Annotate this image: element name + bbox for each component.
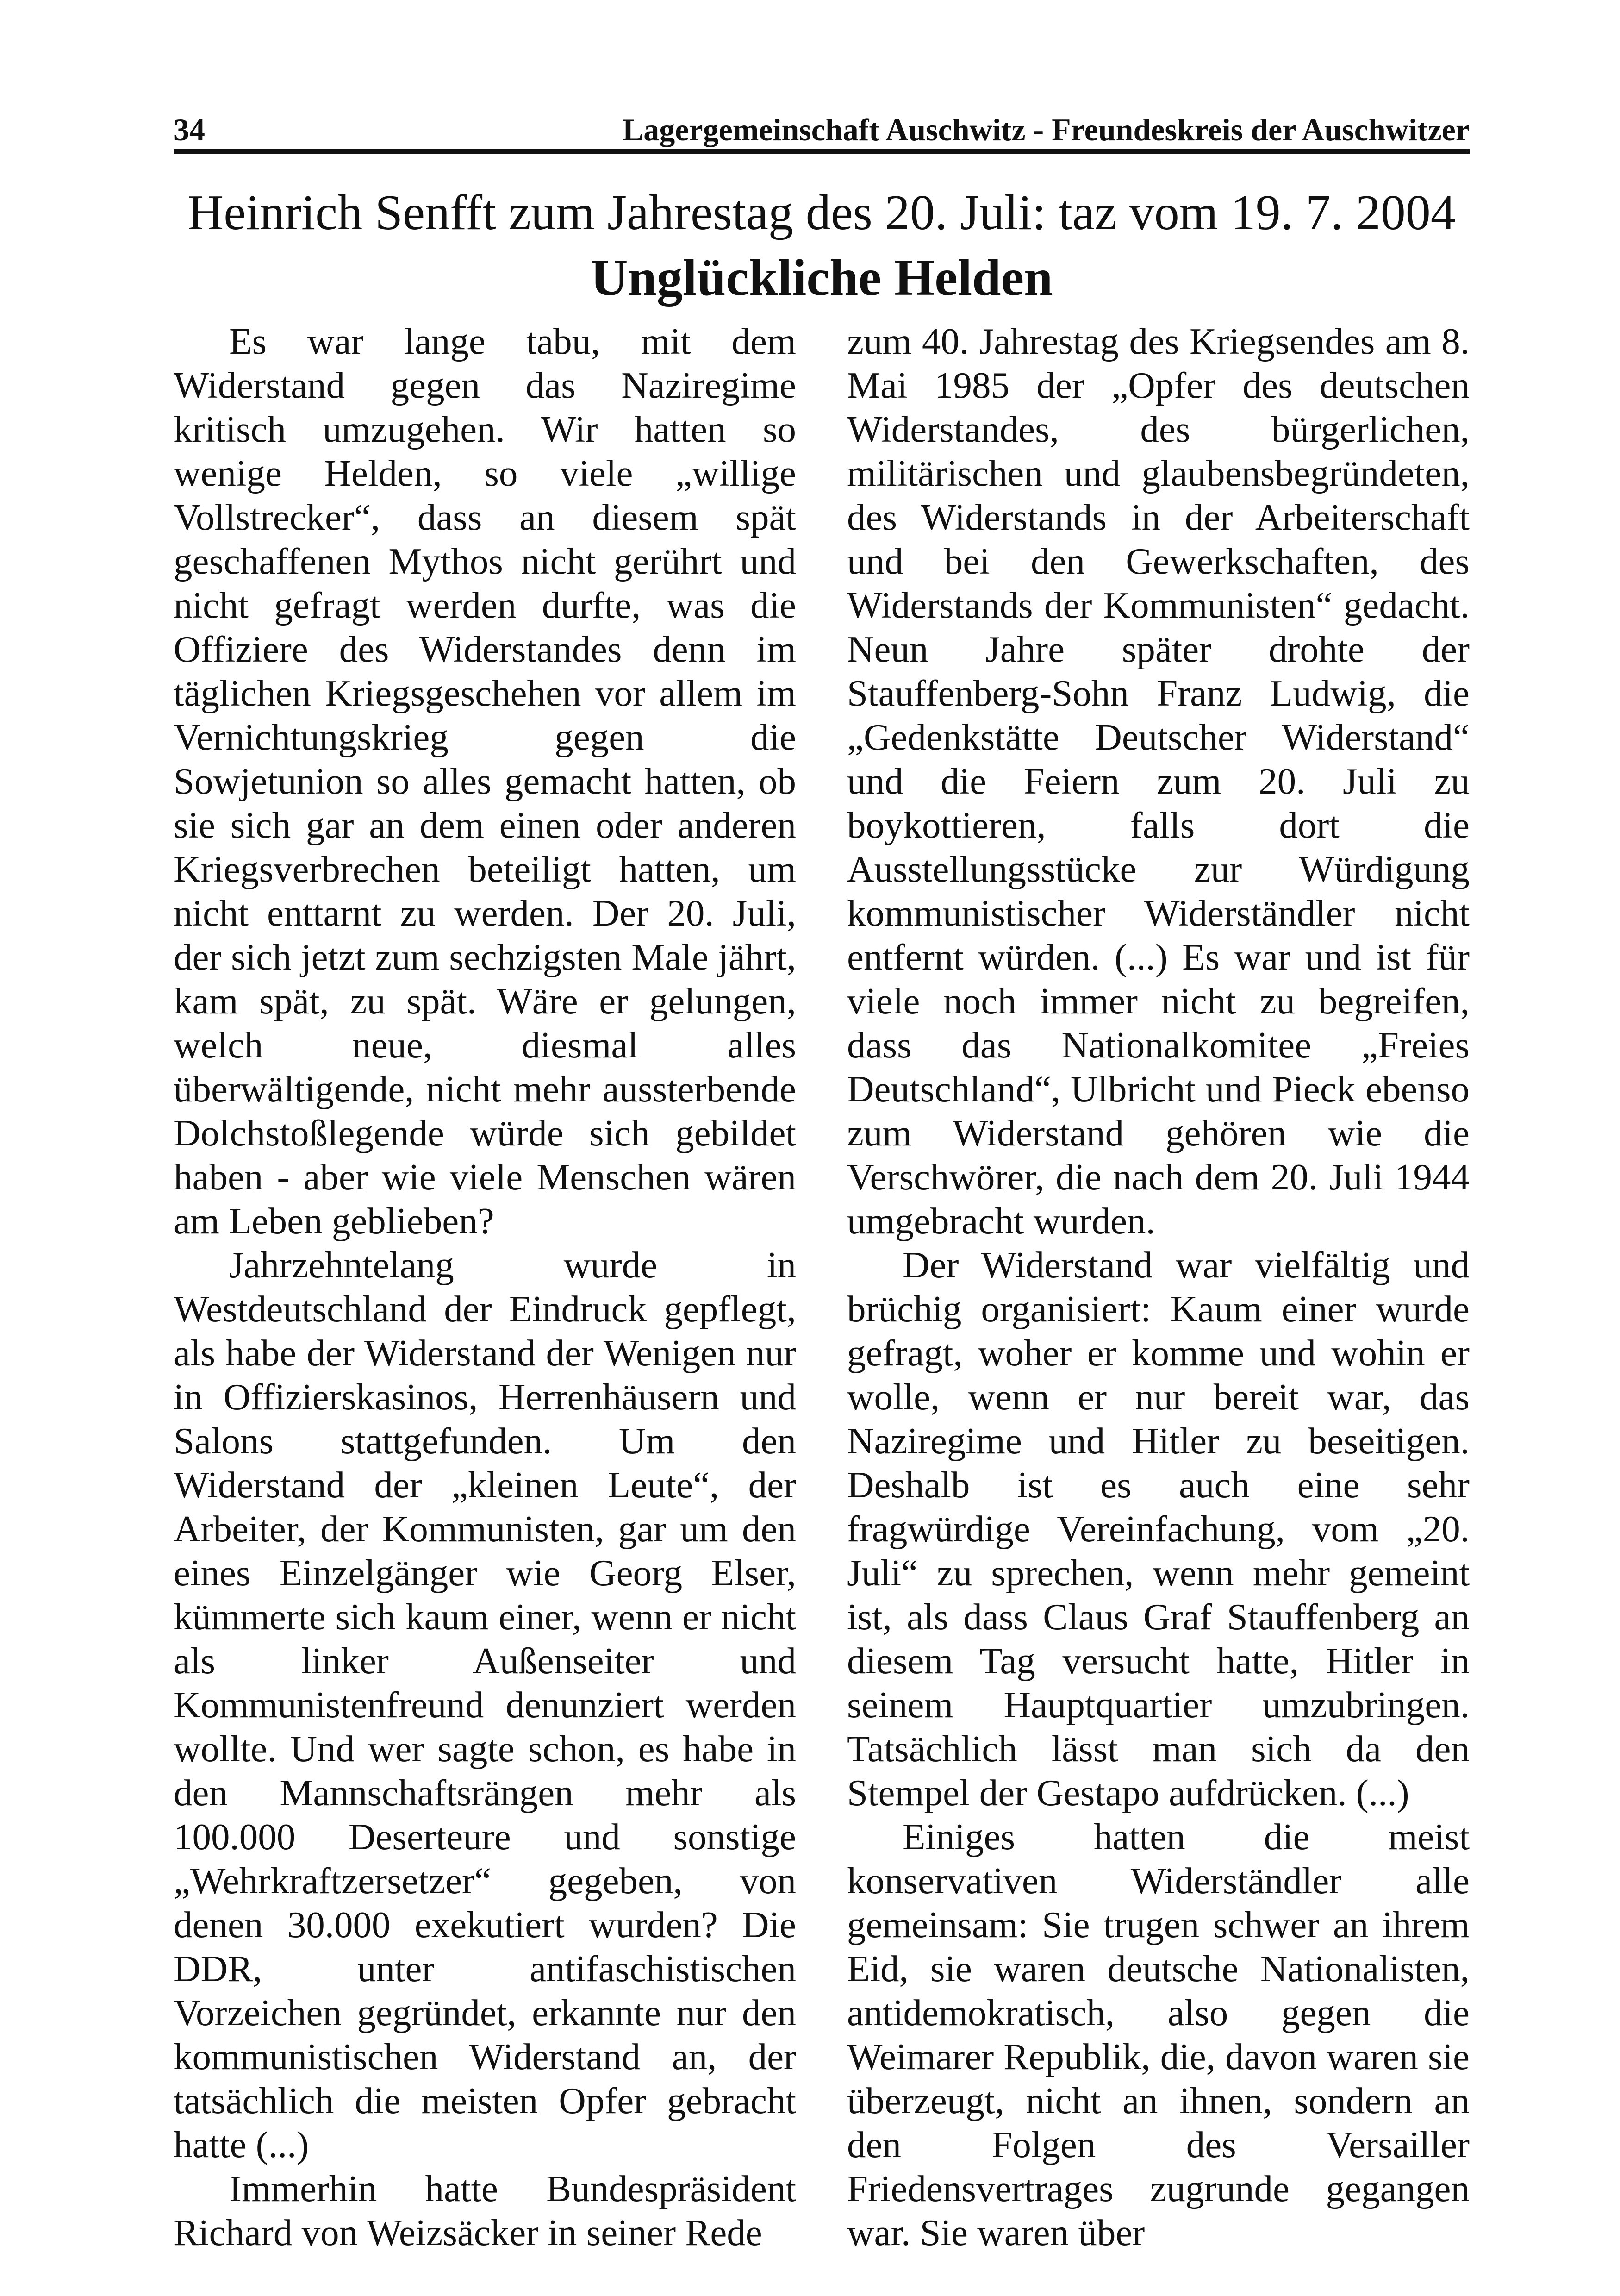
paragraph: Immerhin hatte Bundespräsident Richard von Weizsäcker in seiner Rede: [174, 2168, 796, 2253]
paragraph: Jahrzehntelang wurde in Westdeutschland der Eindruck gepflegt, als habe der Widerstand der Wenigen nur in Offizierskasinos, Herrenhäusern und Salons stattgefunden. Um den Widerstand der „kleinen Leute“, der Arbeiter, der Kommunisten, gar um den eines Einzelgänger wie Georg Elser, kümmerte sich kaum einer, wenn er nicht als linker Außenseiter und Kommunistenfreund denunziert werden wollte. Und wer sagte schon, es habe in den Mannschaftsrängen mehr als 100.000 Deserteure und sonstige „Wehrkraftzersetzer“ gegeben, von denen 30.000 exekutiert wurden? Die DDR, unter antifaschistischen Vorzeichen gegründet, erkannte nur den kommunistischen Widerstand an, der tatsächlich die meisten Opfer gebracht hatte (...): [174, 1244, 796, 2165]
paragraph: Es war lange tabu, mit dem Widerstand gegen das Naziregime kritisch umzugehen. Wir hatten so wenige Helden, so viele „willige Vollstrecker“, dass an diesem spät geschaffenen Mythos nicht gerührt und nicht gefragt werden durfte, was die Offiziere des Widerstandes denn im täglichen Kriegsgeschehen vor allem im Vernichtungskrieg gegen die Sowjetunion so alles gemacht hatten, ob sie sich gar an dem einen oder anderen Kriegsverbrechen beteiligt hatten, um nicht enttarnt zu werden. Der 20. Juli, der sich jetzt zum sechzigsten Male jährt, kam spät, zu spät. Wäre er gelungen, welch neue, diesmal alles überwältigende, nicht mehr aussterbende Dolchstoßlegende würde sich gebildet haben - aber wie viele Menschen wären am Leben geblieben?: [174, 320, 796, 1242]
publication-title: Lagergemeinschaft Auschwitz - Freundeskreis der Auschwitzer: [622, 112, 1470, 147]
article-kicker: Heinrich Senfft zum Jahrestag des 20. Juli: taz vom 19. 7. 2004: [187, 185, 1456, 240]
page-header: [174, 102, 1470, 148]
header-rule: [174, 149, 1470, 154]
right-column: [847, 319, 1470, 2255]
paragraph: zum 40. Jahrestag des Kriegsendes am 8. Mai 1985 der „Opfer des deutschen Widerstandes, des bürgerlichen, militärischen und glaubensbegründeten, des Widerstands in der Arbeiterschaft und bei den Gewerkschaften, des Widerstands der Kommunisten“ gedacht. Neun Jahre später drohte der Stauffenberg-Sohn Franz Ludwig, die „Gedenkstätte Deutscher Widerstand“ und die Feiern zum 20. Juli zu boykottieren, falls dort die Ausstellungsstücke zur Würdigung kommunistischer Widerständler nicht entfernt würden. (...) Es war und ist für viele noch immer nicht zu begreifen, dass das Nationalkomitee „Freies Deutschland“, Ulbricht und Pieck ebenso zum Widerstand gehören wie die Verschwörer, die nach dem 20. Juli 1944 umgebracht wurden.: [847, 320, 1470, 1242]
page-number: 34: [174, 112, 205, 147]
left-column: [174, 319, 796, 2255]
paragraph: Der Widerstand war vielfältig und brüchig organisiert: Kaum einer wurde gefragt, woher er komme und wohin er wolle, wenn er nur bereit war, das Naziregime und Hitler zu beseitigen. Deshalb ist es auch eine sehr fragwürdige Vereinfachung, vom „20. Juli“ zu sprechen, wenn mehr gemeint ist, als dass Claus Graf Stauffenberg an diesem Tag versucht hatte, Hitler in seinem Hauptquartier umzubringen. Tatsächlich lässt man sich da den Stempel der Gestapo aufdrücken. (...): [847, 1244, 1470, 1814]
paragraph: Einiges hatten die meist konservativen Widerständler alle gemeinsam: Sie trugen schwer an ihrem Eid, sie waren deutsche Nationalisten, antidemokratisch, also gegen die Weimarer Republik, die, davon waren sie überzeugt, nicht an ihnen, sondern an den Folgen des Versailler Friedensvertrages zugrunde gegangen war. Sie waren über: [847, 1816, 1470, 2253]
article-headline: Unglückliche Helden: [590, 249, 1053, 307]
